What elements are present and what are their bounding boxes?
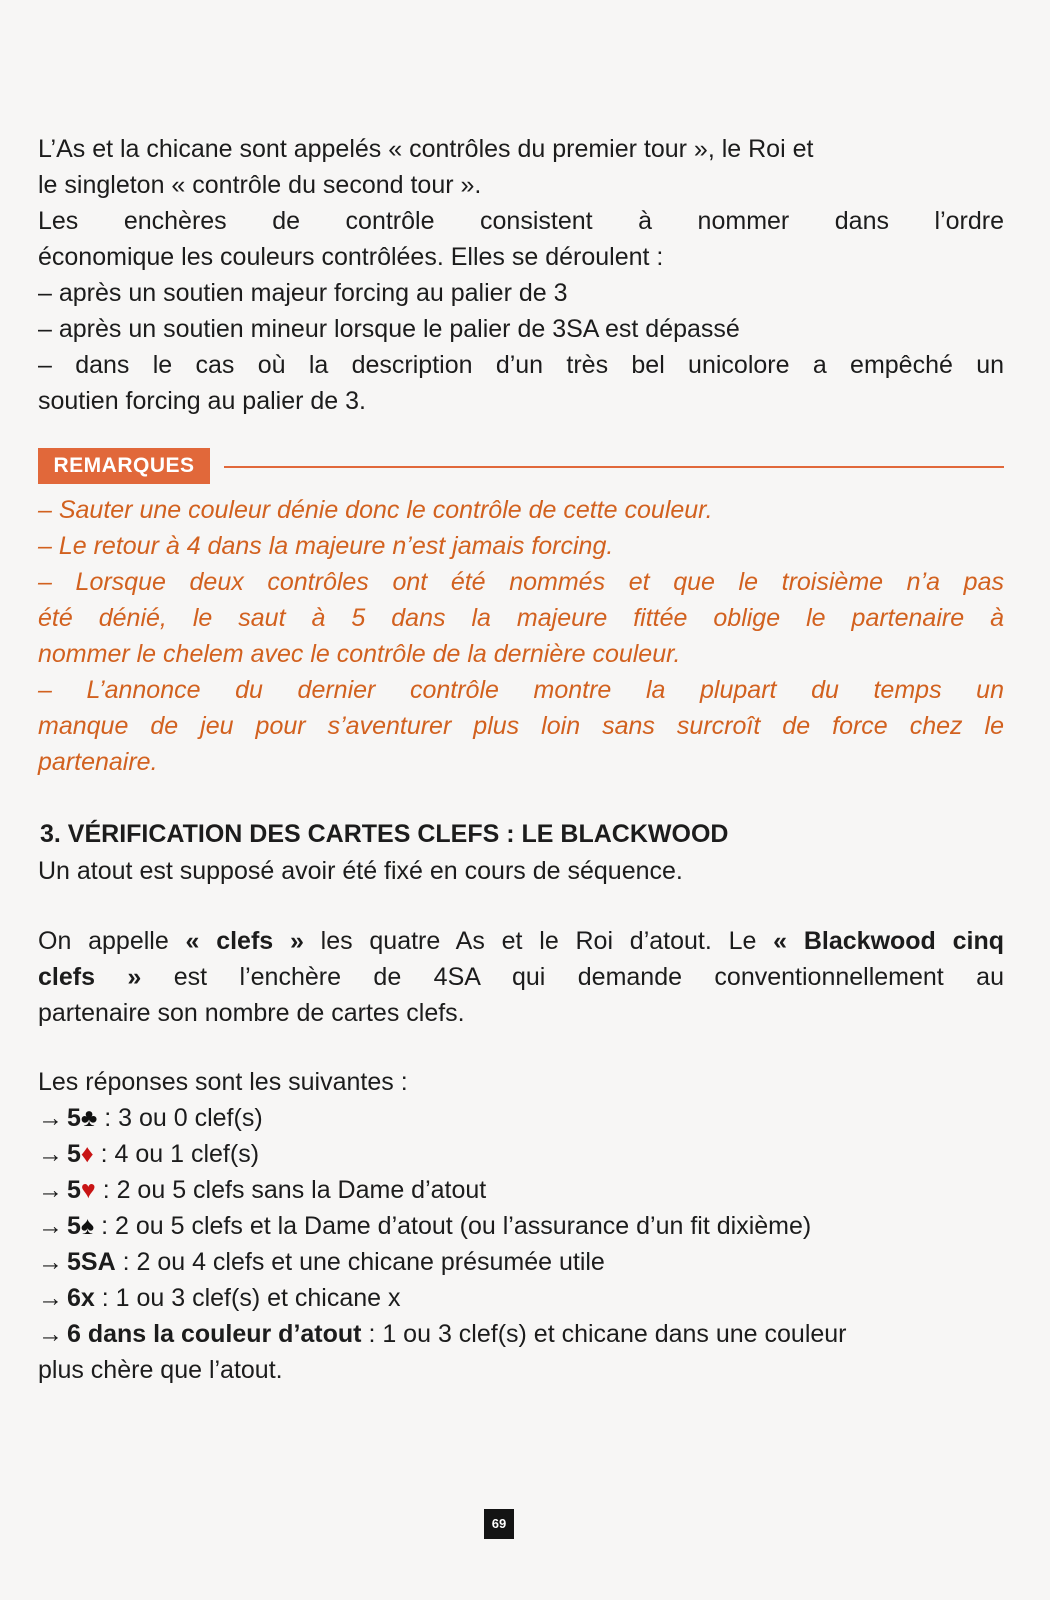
- response-item: [38, 1316, 1004, 1352]
- intro-line: soutien forcing au palier de 3.: [38, 387, 366, 415]
- response-text: : 2 ou 5 clefs sans la Dame d’atout: [95, 1176, 487, 1204]
- intro-line: Les enchères de contrôle consistent à nommer dans l’ordre: [38, 207, 1004, 235]
- intro-line: économique les couleurs contrôlées. Elles se déroulent :: [38, 243, 664, 271]
- intro-line: L’As et la chicane sont appelés « contrôles du premier tour », le Roi et: [38, 135, 814, 163]
- remarques-header: [38, 448, 1004, 484]
- response-continuation: plus chère que l’atout.: [38, 1356, 283, 1384]
- intro-line: le singleton « contrôle du second tour ».: [38, 171, 482, 199]
- section-heading: 3. VÉRIFICATION DES CARTES CLEFS : LE BLACKWOOD: [40, 820, 729, 848]
- response-code: 5SA: [67, 1248, 116, 1276]
- arrow-icon: →: [38, 1320, 63, 1348]
- response-level: 5: [67, 1176, 81, 1204]
- response-level: 5: [67, 1212, 81, 1240]
- arrow-icon: →: [38, 1248, 63, 1276]
- remark-line: nommer le chelem avec le contrôle de la dernière couleur.: [38, 640, 681, 668]
- text-run: est l’enchère de 4SA qui demande conventionnellement au: [141, 963, 1004, 991]
- intro-line: – après un soutien mineur lorsque le palier de 3SA est dépassé: [38, 315, 740, 343]
- diamond-suit-icon: ♦: [80, 1140, 94, 1168]
- intro-line: – après un soutien majeur forcing au palier de 3: [38, 279, 568, 307]
- response-item: [38, 1136, 1004, 1172]
- response-item: [38, 1208, 1004, 1244]
- remark-line: partenaire.: [38, 748, 158, 776]
- clefs-line: partenaire son nombre de cartes clefs.: [38, 999, 465, 1027]
- intro-line: – dans le cas où la description d’un très bel unicolore a empêché un: [38, 351, 1004, 379]
- response-code: 6x: [67, 1284, 95, 1312]
- response-item: [38, 1172, 1004, 1208]
- text-run: les quatre As et le Roi d’atout. Le: [303, 927, 774, 955]
- response-level: 5: [67, 1140, 81, 1168]
- section-intro: [38, 853, 1004, 889]
- club-suit-icon: ♣: [80, 1104, 98, 1132]
- section-intro-line: Un atout est supposé avoir été fixé en cours de séquence.: [38, 857, 683, 885]
- response-code: 6 dans la couleur d’atout: [67, 1320, 362, 1348]
- arrow-icon: →: [38, 1284, 63, 1312]
- response-text: : 3 ou 0 clef(s): [97, 1104, 263, 1132]
- arrow-icon: →: [38, 1140, 63, 1168]
- clefs-paragraph: [38, 923, 1004, 1031]
- clefs-line: [38, 923, 1004, 959]
- clefs-line: [38, 959, 1004, 995]
- remark-line: été dénié, le saut à 5 dans la majeure fittée oblige le partenaire à: [38, 604, 1004, 632]
- intro-paragraph: [38, 131, 1004, 419]
- remark-line: – L’annonce du dernier contrôle montre la plupart du temps un: [38, 676, 1004, 704]
- remark-line: – Le retour à 4 dans la majeure n’est jamais forcing.: [38, 532, 614, 560]
- remarques-badge: REMARQUES: [38, 448, 210, 484]
- response-text: : 2 ou 5 clefs et la Dame d’atout (ou l’assurance d’un fit dixième): [94, 1212, 812, 1240]
- remark-line: manque de jeu pour s’aventurer plus loin sans surcroît de force chez le: [38, 712, 1004, 740]
- heart-suit-icon: ♥: [80, 1176, 96, 1204]
- response-item: [38, 1244, 1004, 1280]
- page-number: 69: [484, 1509, 514, 1539]
- remark-line: – Sauter une couleur dénie donc le contrôle de cette couleur.: [38, 496, 713, 524]
- response-text: : 1 ou 3 clef(s) et chicane x: [94, 1284, 401, 1312]
- spade-suit-icon: ♠: [80, 1212, 95, 1240]
- arrow-icon: →: [38, 1104, 63, 1132]
- arrow-icon: →: [38, 1212, 63, 1240]
- response-text: : 1 ou 3 clef(s) et chicane dans une couleur: [361, 1320, 847, 1348]
- term-clefs: « clefs »: [185, 927, 304, 955]
- response-text: : 2 ou 4 clefs et une chicane présumée utile: [115, 1248, 605, 1276]
- remark-line: – Lorsque deux contrôles ont été nommés et que le troisième n’a pas: [38, 568, 1004, 596]
- remarques-divider: [224, 466, 1004, 468]
- response-item: [38, 1280, 1004, 1316]
- term-blackwood: « Blackwood cinq: [773, 927, 1004, 955]
- term-clefs-end: clefs »: [38, 963, 142, 991]
- response-text: : 4 ou 1 clef(s): [93, 1140, 260, 1168]
- responses-intro: Les réponses sont les suivantes :: [38, 1068, 408, 1096]
- response-item: [38, 1100, 1004, 1136]
- responses-list: [38, 1064, 1004, 1388]
- response-level: 5: [67, 1104, 81, 1132]
- remarques-list: [38, 492, 1004, 780]
- text-run: On appelle: [38, 927, 186, 955]
- arrow-icon: →: [38, 1176, 63, 1204]
